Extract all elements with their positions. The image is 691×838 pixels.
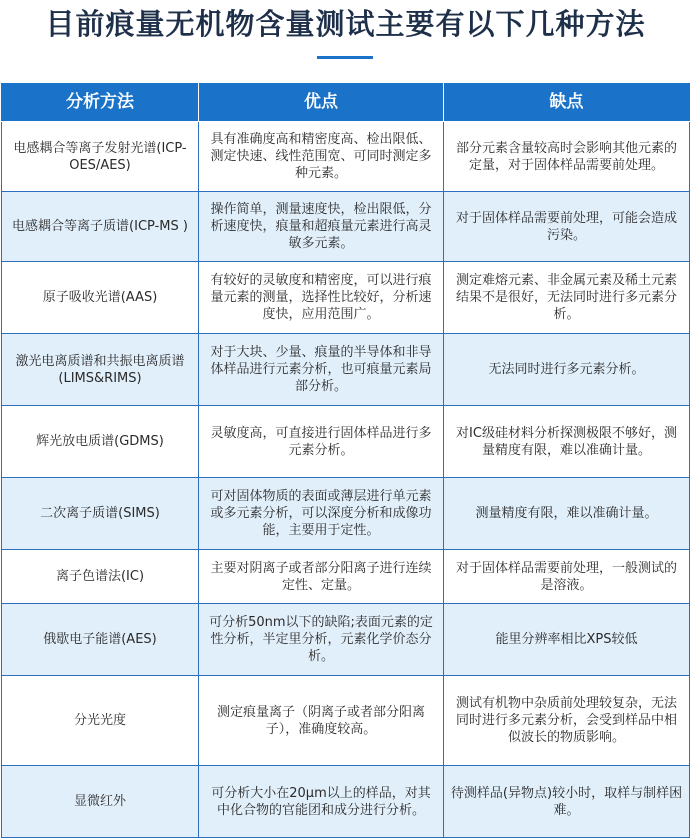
pros-cell: 可分析50nm以下的缺陷;表面元素的定性分析，半定里分析，元素化学价态分析。 xyxy=(199,604,444,676)
cons-cell: 测量精度有限，难以准确计量。 xyxy=(444,478,690,550)
header-cons: 缺点 xyxy=(444,83,690,122)
method-cell: 原子吸收光谱(AAS) xyxy=(2,262,199,334)
title-underline xyxy=(317,56,373,59)
method-cell: 显微红外 xyxy=(2,766,199,838)
table-row xyxy=(2,676,690,766)
cons-cell: 测定难熔元素、非金属元素及稀土元素结果不是很好，无法同时进行多元素分析。 xyxy=(444,262,690,334)
methods-comparison-table xyxy=(1,83,690,838)
table-row xyxy=(2,406,690,478)
header-method: 分析方法 xyxy=(2,83,199,122)
pros-cell: 主要对阴离子或者部分阳离子进行连续定性、定量。 xyxy=(199,550,444,604)
cons-cell: 部分元素含量较高时会影响其他元素的定量，对于固体样品需要前处理。 xyxy=(444,122,690,192)
table-row xyxy=(2,334,690,406)
cons-cell: 测试有机物中杂质前处理较复杂，无法同时进行多元素分析，会受到样品中相似波长的物质影响。 xyxy=(444,676,690,766)
table-row xyxy=(2,478,690,550)
cons-cell: 无法同时进行多元素分析。 xyxy=(444,334,690,406)
table-row xyxy=(2,122,690,192)
pros-cell: 具有准确度高和精密度高、检出限低、测定快速、线性范围宽、可同时测定多种元素。 xyxy=(199,122,444,192)
method-cell: 二次离子质谱(SIMS) xyxy=(2,478,199,550)
table-row xyxy=(2,262,690,334)
pros-cell: 操作简单，测量速度快，检出限低，分析速度快，痕量和超痕量元素进行高灵敏多元素。 xyxy=(199,192,444,262)
table-row xyxy=(2,192,690,262)
pros-cell: 可分析大小在20μm以上的样品，对其中化合物的官能团和成分进行分析。 xyxy=(199,766,444,838)
method-cell: 离子色谱法(IC) xyxy=(2,550,199,604)
pros-cell: 灵敏度高，可直接进行固体样品进行多元素分析。 xyxy=(199,406,444,478)
pros-cell: 可对固体物质的表面或薄层进行单元素或多元素分析，可以深度分析和成像功能，主要用于定性。 xyxy=(199,478,444,550)
page-title: 目前痕量无机物含量测试主要有以下几种方法 xyxy=(45,7,646,41)
cons-cell: 对IC级硅材料分析探测极限不够好，测量精度有限，难以准确计量。 xyxy=(444,406,690,478)
method-cell: 电感耦合等离子质谱(ICP-MS ) xyxy=(2,192,199,262)
method-cell: 激光电离质谱和共振电离质谱(LIMS&RIMS) xyxy=(2,334,199,406)
header-pros: 优点 xyxy=(199,83,444,122)
cons-cell: 待测样品(异物点)较小时，取样与制样困难。 xyxy=(444,766,690,838)
method-cell: 电感耦合等离子发射光谱(ICP-OES/AES) xyxy=(2,122,199,192)
cons-cell: 对于固体样品需要前处理，可能会造成污染。 xyxy=(444,192,690,262)
method-cell: 分光光度 xyxy=(2,676,199,766)
table-row xyxy=(2,604,690,676)
pros-cell: 对于大块、少量、痕量的半导体和非导体样品进行元素分析，也可痕量元素局部分析。 xyxy=(199,334,444,406)
table-row xyxy=(2,766,690,838)
cons-cell: 能里分辨率相比XPS较低 xyxy=(444,604,690,676)
method-cell: 俄歇电子能谱(AES) xyxy=(2,604,199,676)
pros-cell: 有较好的灵敏度和精密度，可以进行痕量元素的测量，选择性比较好，分析速度快，应用范围广。 xyxy=(199,262,444,334)
table-row xyxy=(2,550,690,604)
table-header-row xyxy=(2,83,690,122)
pros-cell: 测定痕量离子（阴离子或者部分阳离子），准确度较高。 xyxy=(199,676,444,766)
method-cell: 辉光放电质谱(GDMS) xyxy=(2,406,199,478)
cons-cell: 对于固体样品需要前处理，一般测试的是溶液。 xyxy=(444,550,690,604)
